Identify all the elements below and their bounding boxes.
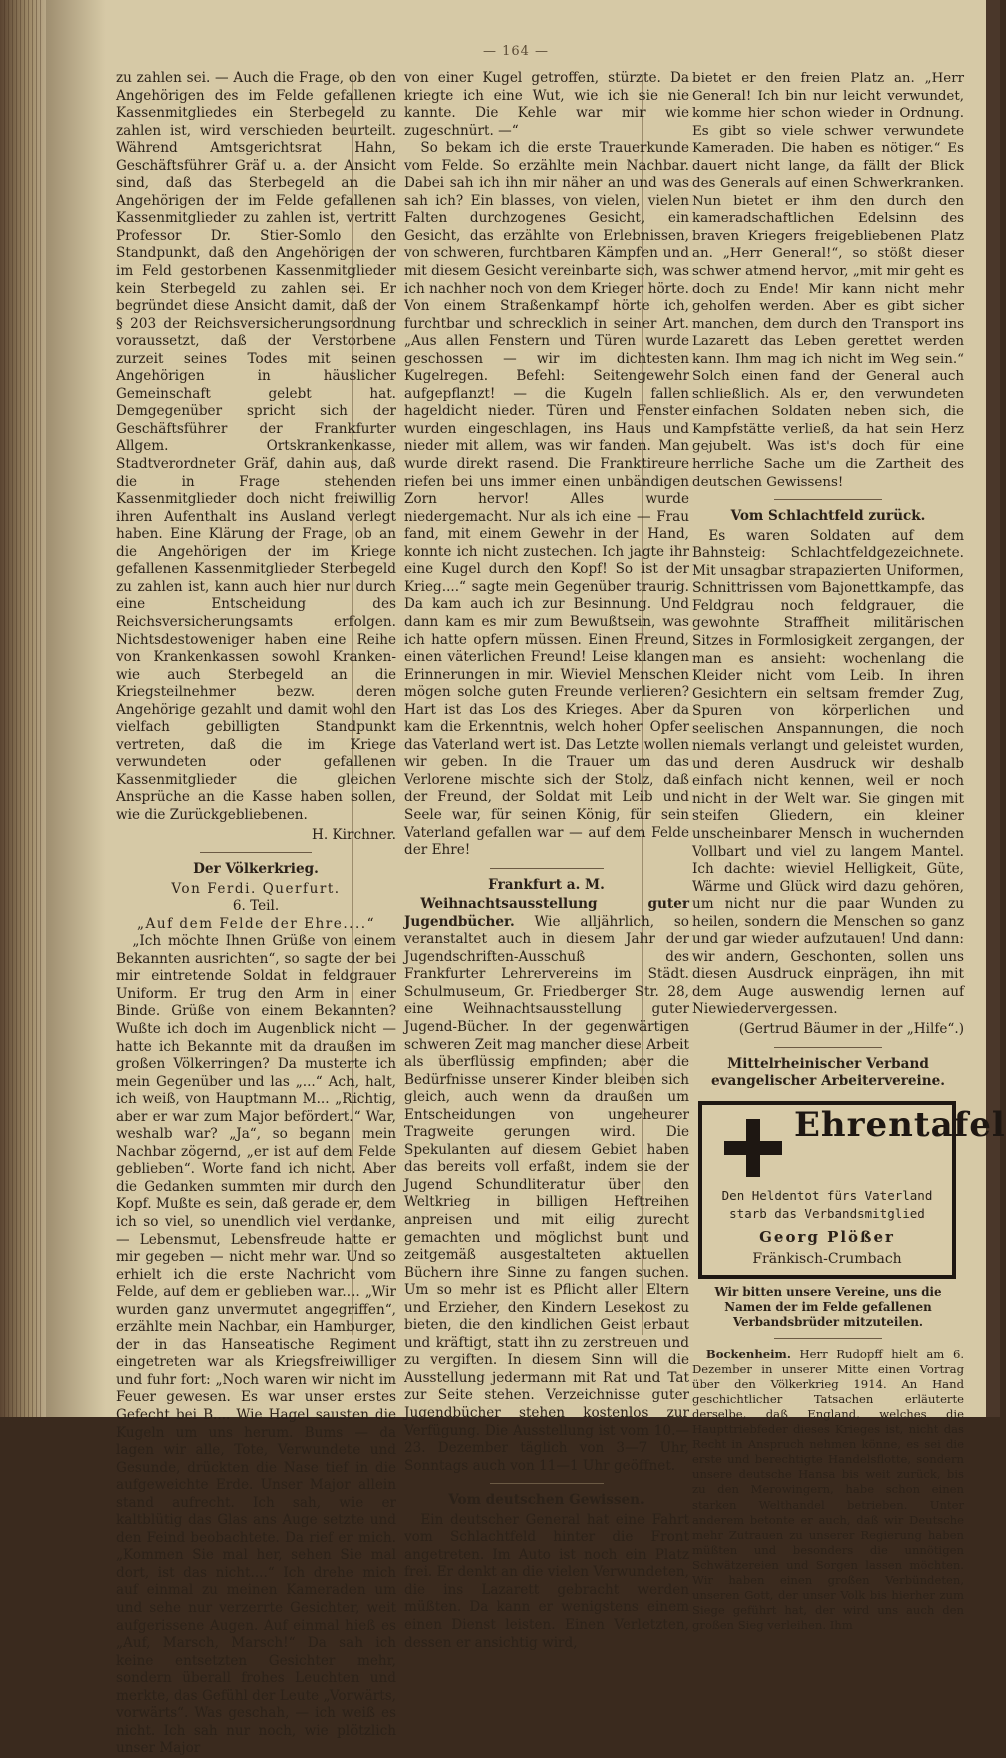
article-text: von einer Kugel getroffen, stürzte. Da kriegte ich eine Wut, wie ich sie nie kannte. Die Kehle war mir wie zugeschnürt. —“ (404, 70, 689, 139)
section-heading: Vom Schlachtfeld zurück. (730, 508, 926, 525)
iron-cross-icon (724, 1119, 782, 1177)
divider (490, 868, 604, 869)
article-text: So bekam ich die erste Trauerkunde vom Felde. So erzählte mein Nachbar. Dabei sah ich ihn mir näher an und was sah ich? Ein blasses, von vielen, vielen Falten durchzogenes Gesicht, ein Gesicht, das erzählte von Erlebnissen, von schweren, furchtbaren Kämpfen und mit diesem Gesicht vereinbarte sich, was ich nachher noch von dem Krieger hörte. Von einem Straßenkampf hörte ich, furchtbar und schrecklich in seiner Art. „Aus allen Fenstern und Türen wurde geschossen — wir im dichtesten Kugelregen. Befehl: Seitengewehr aufgepflanzt! — die Kugeln fallen hageldicht nieder. Türen und Fenster wurden eingeschlagen, ins Haus und nieder mit allem, was wir fanden. Man wurde direkt rasend. Die Franktireure riefen bei uns immer einen unbändigen Zorn hervor! Alles wurde niedergemacht. Nur als ich eine — Frau fand, mit einem Gewehr in der Hand, konnte ich nicht zustechen. Ich jagte ihr eine Kugel durch den Kopf! So ist der Krieg....“ sagte mein Gegenüber traurig. Da kam auch ich zur Besinnung. Und dann kam es mir zum Bewußtsein, was ich hatte opfern müssen. Einen Freund, einen väterlichen Freund! Leise klangen Erinnerungen in mir. Wieviel Menschen mögen solche guten Freunde verlieren? Hart ist das Los des Krieges. Aber da kam die Erkenntnis, welch hoher Opfer das Vaterland wert ist. Das Letzte wollen wir geben. In die Trauer um das Verlorene mischte sich der Stolz, daß der Freund, der Soldat mit Leib und Seele war, für seinen König, für sein Vaterland gefallen war — auf dem Felde der Ehre! (404, 140, 689, 859)
divider (490, 1483, 604, 1484)
article-text: „Ich möchte Ihnen Grüße von einem Bekannten ausrichten“, so sagte der bei mir eintretende Soldat in feldgrauer Uniform. Er trug den Arm in einer Binde. Grüße von einem Bekannten? Wußte ich doch im Augenblick nicht — hatte ich Bekannte mit da draußen im großen Völkerringen? Da musterte ich mein Gegenüber und las „...“ Ach, halt, ich weiß, von Hauptmann M... „Richtig, aber er war zum Major befördert.“ War, weshalb war? „Ja“, so begann mein Nachbar zögernd, „er ist auf dem Felde geblieben“. Worte fand ich nicht. Aber die Gedanken summten mir durch den Kopf. Mußte es sein, daß gerade er, dem ich so viel, so unendlich viel verdanke, — Lebensmut, Lebensfreude hatte er mir gegeben — nicht mehr war. Und so erhielt ich die erste Nachricht vom Felde, auf dem er geblieben war.... „Wir wurden ganz unvermutet angegriffen“, erzählte mein Nachbar, ein Hamburger, der in das Hanseatische Regiment eingetreten war als Kriegsfreiwilliger und fuhr fort: „Noch waren wir nicht im Feuer gewesen. Es war unser erstes Gefecht bei B.... Wie Hagel sausten die Kugeln um uns herum. Bums — da lagen wir alle, Tote, Verwundete und Gesunde, drückten die Nase tief in die aufgeweichte Erde. Unser Major allein stand aufrecht. Ich sah, wie er kaltblütig das Glas ans Auge setzte und den Feind beobachtete. Da rief er mich. „Kommen Sie mal her, sehen Sie mal dort, ist das nicht....“ Ich drehe mich auf einmal zu meinen Kameraden um und sehe nur verzerrte Gesichter, weit aufgerissene Augen. Auf einmal hieß es „Auf, Marsch, Marsch!“ Da sah ich keine entsetzten Gesichter mehr, sondern überall frohes Leuchten und merkte, das Gefühl der Leute „Vorwärts, vorwärts“. Was geschah, — ich weiß es nicht. Ich sah nur noch, wie plötzlich unser Major (116, 933, 396, 1757)
column-2 (404, 70, 689, 1651)
divider (774, 1338, 883, 1339)
section-heading: Der Völkerkrieg. (193, 861, 319, 878)
page-number: — 164 — (482, 44, 550, 59)
ehrentafel-line: Den Heldentot fürs Vaterland (721, 1187, 933, 1203)
fallen-name: Georg Plößer (759, 1227, 895, 1246)
divider (774, 1047, 883, 1048)
ehrentafel-line: starb das Verbandsmitglied (729, 1205, 925, 1221)
signature: H. Kirchner. (312, 826, 396, 843)
author-line: Von Ferdi. Querfurt. (171, 880, 341, 897)
article-text: bietet er den freien Platz an. „Herr General! Ich bin nur leicht verwundet, komme hier schon wieder in Ordnung. Es gibt so viele schwer verwundete Kameraden. Die haben es nötiger.“ Es dauert nicht lange, da fällt der Blick des Generals auf einen Schwerkranken. Nun bietet er ihm den durch den kameradschaftlichen Edelsinn des braven Kriegers freigebliebenen Platz an. „Herr General!“, so stößt dieser schwer atmend hervor, „mit mir geht es doch zu Ende! Mir kann nicht mehr geholfen werden. Aber es gibt sicher manchen, dem durch den Transport ins Lazarett das Leben gerettet werden kann. Ihm mag ich nicht im Weg sein.“ Solch einen fand der General auch schließlich. Als er, den verwundeten einfachen Soldaten neben sich, die Kampfstätte verließ, da hat sein Herz gejubelt. Was ist's doch für eine herrliche Sache um die Zartheit des deutschen Gewissens! (692, 71, 964, 490)
ehrentafel-title: Ehrentafel (794, 1104, 1006, 1145)
subtitle: „Auf dem Felde der Ehre....“ (136, 915, 376, 932)
right-margin (986, 0, 1000, 1417)
divider (774, 499, 883, 500)
column-1 (116, 70, 396, 1757)
column-3 (692, 70, 1006, 1633)
fallen-place: Fränkisch-Crumbach (752, 1250, 902, 1267)
divider (200, 852, 312, 853)
article-text: zu zahlen sei. — Auch die Frage, ob den Angehörigen des im Felde gefallenen Kassenmitgliedes ein Sterbegeld zu zahlen ist, wird verschieden beurteilt. Während Amtsgerichtsrat Hahn, Geschäftsführer Gräf u. a. der Ansicht sind, daß das Sterbegeld an die Angehörigen der im Felde gefallenen Kassenmitglieder zu zahlen ist, vertritt Professor Dr. Stier-Somlo den Standpunkt, daß den Angehörigen der im Feld gestorbenen Kassenmitglieder kein Sterbegeld zu zahlen sei. Er begründet diese Ansicht damit, daß der § 203 der Reichsversicherungsordnung voraussetzt, daß der Verstorbene zurzeit seines Todes mit seinen Angehörigen in häuslicher Gemeinschaft gelebt hat. Demgegenüber spricht sich der Geschäftsführer der Frankfurter Allgem. Ortskrankenkasse, Stadtverordneter Gräf, dahin aus, daß die in Frage stehenden Kassenmitglieder doch nicht freiwillig ihren Aufenthalt ins Ausland verlegt haben. Eine Klärung der Frage, ob an die Angehörigen der im Kriege gefallenen Kassenmitglieder Sterbegeld zu zahlen ist, kann auch hier nur durch eine Entscheidung des Reichsversicherungsamts erfolgen. Nichtsdestoweniger haben eine Reihe von Krankenkassen sowohl Kranken- wie auch Sterbegeld an die Kriegsteilnehmer bezw. deren Angehörige gezahlt und damit wohl den vielfach gebilligten Standpunkt vertreten, daß die im Kriege verwundeten oder gefallenen Kassenmitglieder die gleichen Ansprüche an die Kasse haben sollen, wie die Zurückgebliebenen. (116, 70, 396, 823)
section-heading: Mittelrheinischer Verband evangelischer Arbeitervereine. (711, 1055, 945, 1090)
section-heading: Vom deutschen Gewissen. (448, 1492, 645, 1509)
newspaper-page (46, 0, 1006, 1757)
lead-in: Bockenheim. (705, 1346, 791, 1361)
article-text: Ein deutscher General hat eine Fahrt vom Schlachtfeld hinter die Front angetreten. Im Auto ist noch ein Platz frei. Er denkt an die vielen Verwundeten, die ins Lazarett gebracht werden müßten. Da kann er wenigstens einem einen Dienst leisten. Einen Verletzten, dessen er ansichtig wird, (404, 1511, 689, 1651)
article-text: Es waren Soldaten auf dem Bahnsteig: Schlachtfeldgezeichnete. Mit unsagbar strapazierten Uniformen, Schnittrissen vom Bajonettkampfe, das Feldgrau noch feldgrauer, die gewohnte Straffheit militärischen Sitzes in Formlosigkeit zergangen, der man es ansieht: wochenlang die Kleider nicht vom Leib. In ihren Gesichtern ein seltsam fremder Zug, Spuren von körperlichen und seelischen Anspannungen, die noch niemals verlangt und geleistet wurden, und deren Ausdruck wir deshalb einfach nicht kennen, weil er noch nicht in der Welt war. Sie gingen mit steifen Gliedern, ein kleiner unscheinbarer Mensch in wuchernden Vollbart und viel zu langem Mantel. Ich dachte: wieviel Helligkeit, Güte, Wärme und Glück wird dazu gehören, um nicht nur die paar Wunden zu heilen, sondern die Menschen so ganz und gar wieder aufzutauen! Und dann: wir andern, Geschonten, sollen uns diesen Ausdruck einprägen, ihn mit dem Auge auswendig lernen auf Niewiedervergessen. (692, 527, 964, 1018)
signature: (Gertrud Bäumer in der „Hilfe“.) (738, 1020, 964, 1037)
article-text: Herr Rudopff hielt am 6. Dezember in unserer Mitte einen Vortrag über den Völkerkrieg 1914. An Hand geschichtlicher Tatsachen erläuterte derselbe, daß England, welches die Haupttriebfeder dieses Krieges ist, nicht das Recht in Anspruch nehmen könne, es sei die erste und berechtigte Handelsflotte, sondern unsere deutsche Hansa bis weit zurück, bis zu den Merowingern, habe schon einen starken Welthandel betrieben. Unter anderem betonte er auch, daß wir Deutsche mehr Zutrauen zu unserer Regierung haben müßten und besonders die unnötigen Schwätzereien und Sorgen lassen möchten. Wir haben einen großen Verbündeten, unseren Gott, der unser Volk bis hierher zum Siege geführt hat, der wird uns auch den großen Sieg verleihen. Ihm (692, 1346, 964, 1633)
article-text: Wie alljährlich, so veranstaltet auch in diesem Jahr der Jugendschriften-Ausschuß des Frankfurter Lehrervereins im Städt. Schulmuseum, Gr. Friedberger Str. 28, eine Weihnachtsausstellung guter Jugend-Bücher. In der gegenwärtigen schweren Zeit mag mancher diese Arbeit als überflüssig empfinden; aber die Bedürfnisse unserer Kinder bleiben sich gleich, auch wenn da draußen um Entscheidungen von ungeheurer Tragweite gerungen wird. Die Spekulanten auf diesem Gebiet haben das bereits voll erfaßt, indem sie der Jugend Schundliteratur über den Weltkrieg in billigen Heftreihen anpreisen und mit eilig zurecht gemachten und möglichst bunt und zeitgemäß ausgestalteten aktuellen Büchern ihre Sinne zu fangen suchen. Um so mehr ist es Pflicht aller Eltern und Erzieher, den Kindern Lesekost zu bieten, die den kindlichen Geist erbaut und kräftigt, statt ihn zu zerstreuen und zu vergiften. In diesem Sinn will die Ausstellung jedermann mit Rat und Tat zur Seite stehen. Verzeichnisse guter Jugendbücher stehen kostenlos zur Verfügung. Die Ausstellung ist vom 10.—23. Dezember täglich von 3—7 Uhr, Sonntags auch von 11—1 Uhr geöffnet. (404, 913, 689, 1474)
section-heading: Frankfurt a. M. (488, 876, 605, 893)
ehrentafel-box (698, 1101, 1006, 1279)
page-edges (4, 0, 44, 1417)
lead-in: Weihnachtsausstellung guter Jugendbücher. (404, 896, 689, 930)
part-label: 6. Teil. (232, 898, 280, 915)
notice: Wir bitten unsere Vereine, uns die Namen der im Felde gefallenen Verbandsbrüder mitzuteilen. (714, 1284, 942, 1329)
